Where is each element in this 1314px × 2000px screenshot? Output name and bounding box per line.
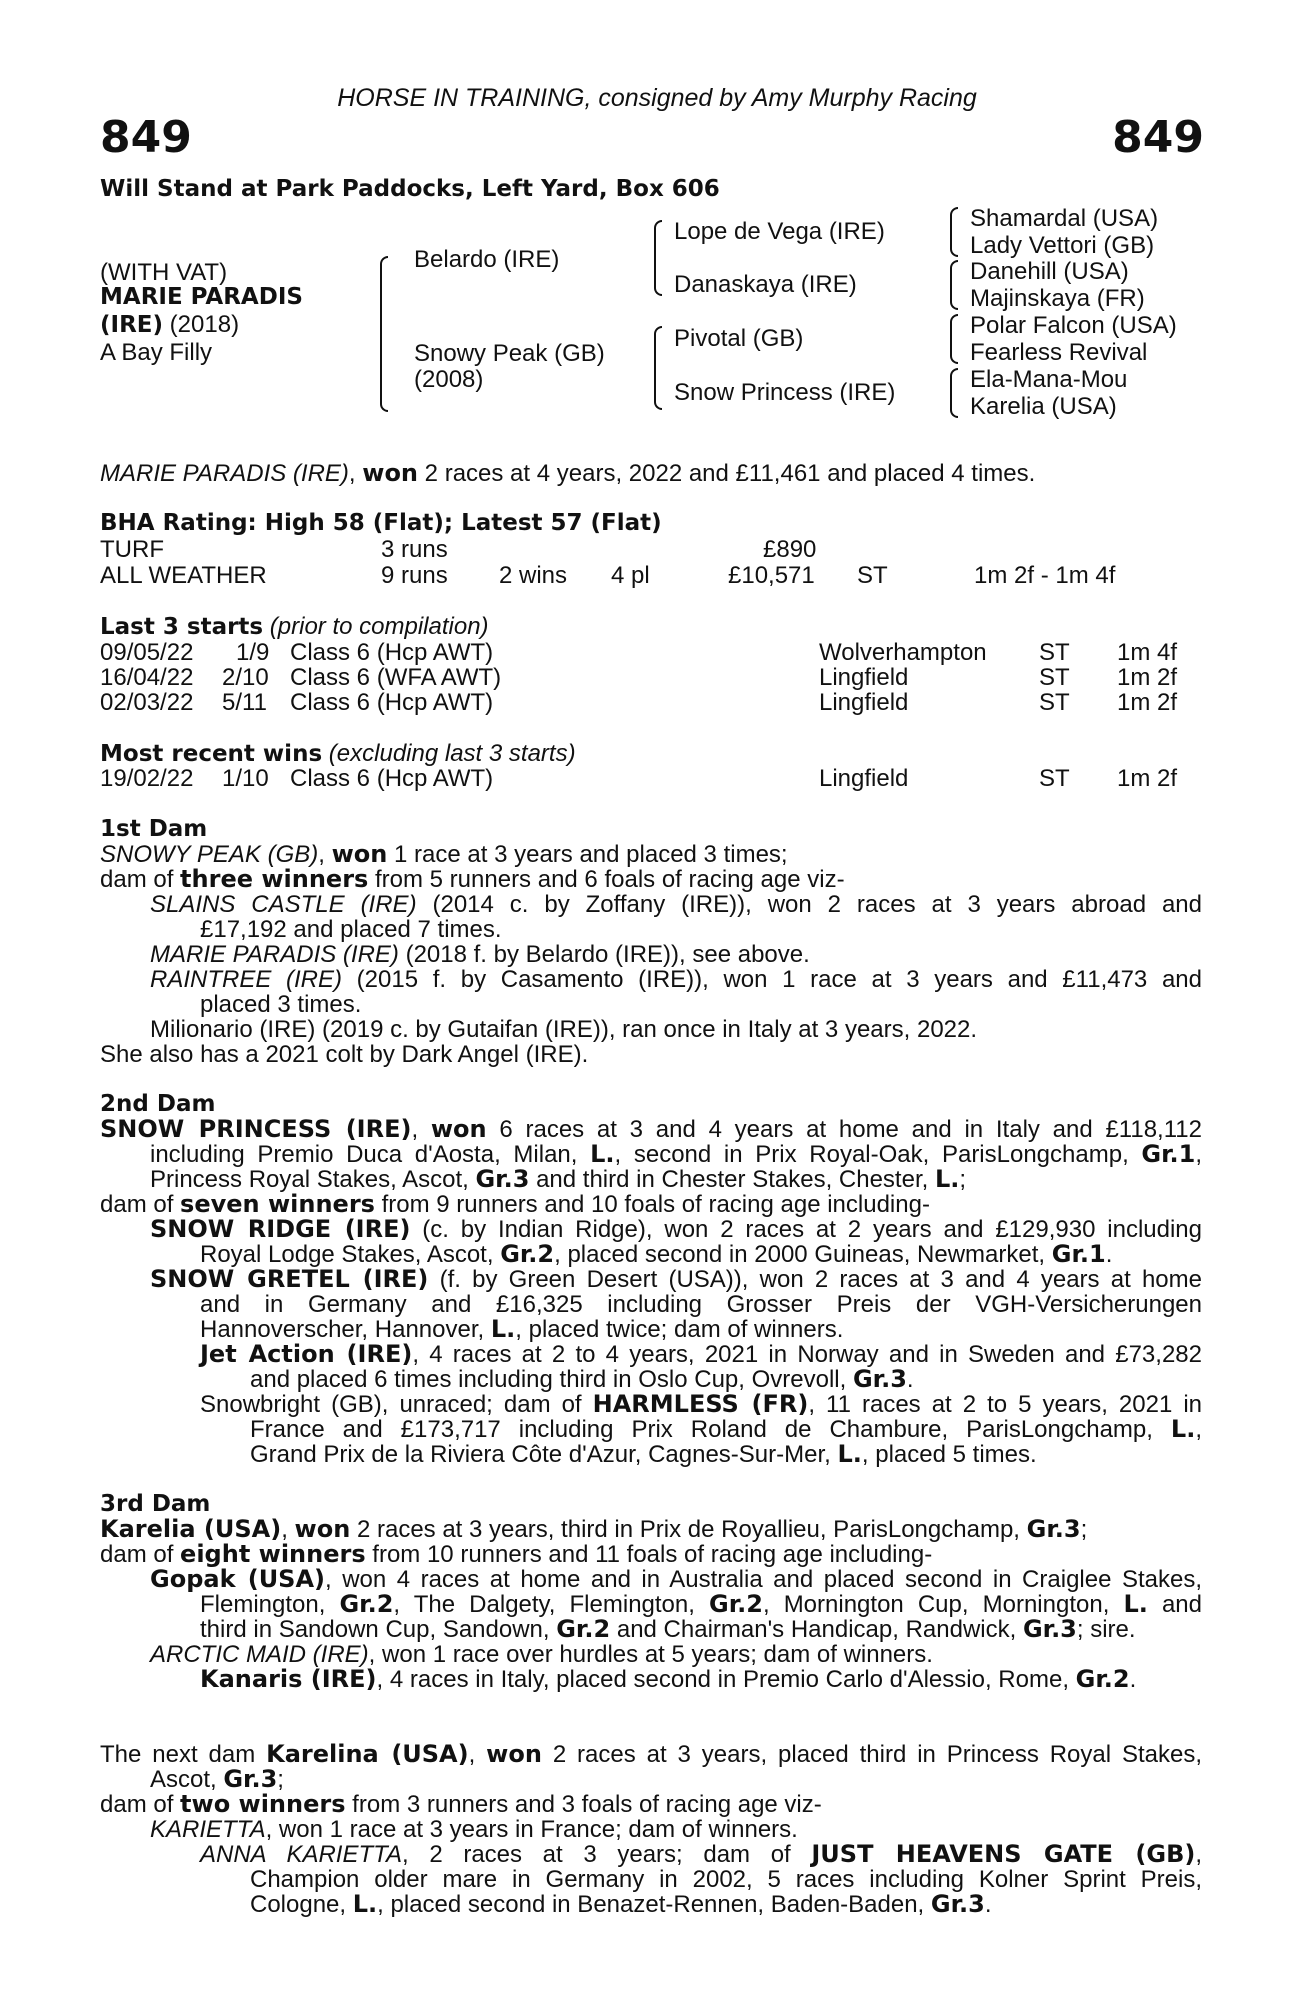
text-fragment: Hannoverscher, Hannover, xyxy=(200,1316,491,1343)
dam2-text: 6 races at 3 and 4 years at home and in Italy and £118,112 xyxy=(486,1116,1202,1143)
g4-ancestor: Karelia (USA) xyxy=(970,393,1117,420)
text-fragment: . xyxy=(1129,1666,1137,1693)
text-fragment: Ascot, xyxy=(150,1766,224,1793)
dam1-line: £17,192 and placed 7 times. xyxy=(200,916,502,943)
dam1-line: Milionario (IRE) (2019 c. by Gutaifan (IRE)), ran once in Italy at 3 years, 2022. xyxy=(150,1016,978,1043)
text-fragment: and Chairman's Handicap, Randwick, xyxy=(610,1616,1023,1643)
g4-ancestor: Danehill (USA) xyxy=(970,258,1129,285)
next-dam-name: Karelina (USA) xyxy=(266,1740,469,1768)
progeny-name: ARCTIC MAID (IRE) xyxy=(150,1641,369,1668)
last3-heading xyxy=(100,614,489,640)
progeny-name: SNOW GRETEL (IRE) xyxy=(150,1265,429,1293)
dam2-line xyxy=(150,1142,1202,1167)
text-fragment: , placed second in Benazet-Rennen, Baden-Baden, xyxy=(377,1891,931,1918)
start-distance: 1m 2f xyxy=(1117,689,1178,716)
text-fragment: HARMLESS (FR) xyxy=(592,1390,809,1418)
text-fragment: , 4 races at 2 to 4 years, 2021 in Norway and in Sweden and £73,282 xyxy=(412,1341,1202,1368)
dam2-line xyxy=(200,1342,1202,1367)
text-fragment: , 11 races at 2 to 5 years, 2021 in xyxy=(808,1391,1202,1418)
text-fragment: L. xyxy=(934,1165,960,1193)
next-dam-line xyxy=(150,1817,798,1842)
text-fragment: , won 1 race over hurdles at 5 years; dam of winners. xyxy=(368,1641,933,1668)
progeny-name: ANNA KARIETTA xyxy=(200,1841,403,1868)
text-fragment: and third in Chester Stakes, Chester, xyxy=(529,1166,935,1193)
text-fragment: , 2 races at 3 years; dam of xyxy=(402,1841,812,1868)
text-fragment: , placed twice; dam of winners. xyxy=(515,1316,844,1343)
recent-note: (excluding last 3 starts) xyxy=(322,740,576,767)
start-race: Class 6 (WFA AWT) xyxy=(290,664,502,691)
bha-rating: BHA Rating: High 58 (Flat); Latest 57 (Flat) xyxy=(100,510,662,536)
page-header-title: HORSE IN TRAINING, consigned by Amy Murphy Racing xyxy=(337,84,977,112)
dam-name: Snowy Peak (GB) xyxy=(414,340,605,367)
text-fragment: , 4 races in Italy, placed second in Premio Carlo d'Alessio, Rome, xyxy=(376,1666,1076,1693)
text-fragment: Gr.3 xyxy=(852,1365,907,1393)
progeny-name: Gopak (USA) xyxy=(150,1565,326,1593)
dam2-line xyxy=(100,1192,930,1217)
lot-number-right: 849 xyxy=(1112,112,1204,163)
start-course: Wolverhampton xyxy=(819,639,987,666)
text-fragment: Gr.3 xyxy=(1026,1515,1081,1543)
text-fragment: Gr.3 xyxy=(930,1890,985,1918)
vat-note: (WITH VAT) xyxy=(100,259,228,286)
dam1-winners: three winners xyxy=(180,865,369,893)
g4-ancestor: Majinskaya (FR) xyxy=(970,285,1145,312)
text-fragment: ; xyxy=(959,1166,967,1193)
win-course: Lingfield xyxy=(819,765,909,792)
text-fragment: ; xyxy=(1080,1516,1088,1543)
g4-ancestor: Polar Falcon (USA) xyxy=(970,312,1177,339)
dam1-line: placed 3 times. xyxy=(200,991,362,1018)
text-fragment: L. xyxy=(1170,1415,1196,1443)
dam2-won: won xyxy=(430,1115,487,1143)
dam1-text: 1 race at 3 years and placed 3 times; xyxy=(387,841,788,868)
pedigree-brace-g4-2 xyxy=(950,260,958,310)
dam2-line xyxy=(250,1417,1202,1442)
text-fragment: Gr.1 xyxy=(1051,1240,1106,1268)
last3-title: Last 3 starts xyxy=(100,614,264,640)
dam2-line xyxy=(250,1442,1037,1467)
text-fragment: third in Sandown Cup, Sandown, xyxy=(200,1616,557,1643)
dam2-line xyxy=(150,1167,966,1192)
rating-money: £890 xyxy=(763,536,817,563)
next-dam-line xyxy=(150,1767,284,1792)
progeny-name: Jet Action (IRE) xyxy=(200,1340,413,1368)
text-fragment: , xyxy=(1195,1141,1203,1168)
dam2-line xyxy=(150,1267,1202,1292)
rating-surface: ALL WEATHER xyxy=(100,562,267,589)
start-distance: 1m 2f xyxy=(1117,664,1178,691)
dam2-line xyxy=(250,1367,914,1392)
text-fragment: , xyxy=(468,1741,487,1768)
horse-suffix: (IRE) xyxy=(100,312,164,338)
dam2-line xyxy=(150,1217,1202,1242)
rating-money: £10,571 xyxy=(728,562,815,589)
text-fragment: , The Dalgety, Flemington, xyxy=(393,1591,709,1618)
text-fragment: , won 1 race at 3 years in France; dam of winners. xyxy=(265,1816,798,1843)
next-dam-line: Champion older mare in Germany in 2002, 5 races including Kolner Sprint Preis, xyxy=(250,1866,1202,1893)
pedigree-brace-sire xyxy=(654,220,662,296)
dam-year: (2008) xyxy=(414,366,484,393)
pedigree-brace-main xyxy=(380,256,388,412)
text-fragment: from 10 runners and 11 foals of racing age including- xyxy=(365,1541,933,1568)
progeny-text: (2018 f. by Belardo (IRE)), see above. xyxy=(398,941,810,968)
text-fragment: The next dam xyxy=(100,1741,267,1768)
g4-ancestor: Fearless Revival xyxy=(970,339,1148,366)
summary-text: 2 races at 4 years, 2022 and £11,461 and placed 4 times. xyxy=(418,460,1036,487)
dam2-line: SNOW PRINCESS (IRE), won 6 races at 3 and 4 years at home and in Italy and £118,112 xyxy=(100,1115,1202,1143)
sire-sire: Lope de Vega (IRE) xyxy=(674,218,885,245)
text-fragment: Princess Royal Stakes, Ascot, xyxy=(150,1166,476,1193)
text-fragment: won xyxy=(294,1515,351,1543)
pedigree-brace-g4-4 xyxy=(950,368,958,418)
text-fragment: Flemington, xyxy=(200,1591,340,1618)
text-fragment: , xyxy=(1195,1416,1202,1443)
g4-ancestor: Lady Vettori (GB) xyxy=(970,232,1155,259)
horse-name: MARIE PARADIS xyxy=(100,284,303,310)
text-fragment: , placed second in 2000 Guineas, Newmarket, xyxy=(554,1241,1052,1268)
text-fragment: including Premio Duca d'Aosta, Milan, xyxy=(150,1141,591,1168)
text-fragment: Snowbright (GB), unraced; dam of xyxy=(200,1391,593,1418)
text-fragment: , second in Prix Royal-Oak, ParisLongchamp, xyxy=(614,1141,1142,1168)
text-fragment: eight winners xyxy=(180,1540,366,1568)
next-dam-line xyxy=(100,1792,822,1817)
text-fragment: from 9 runners and 10 foals of racing age including- xyxy=(374,1191,930,1218)
rating-placed: 4 pl xyxy=(611,562,650,589)
progeny-text: (2014 c. by Zoffany (IRE)), won 2 races at 3 years abroad and xyxy=(416,891,1202,918)
text-fragment: L. xyxy=(490,1315,516,1343)
dam3-line xyxy=(200,1667,1136,1692)
text-fragment: seven winners xyxy=(180,1190,375,1218)
text-fragment: . xyxy=(1105,1241,1113,1268)
start-going: ST xyxy=(1039,664,1070,691)
race-summary: MARIE PARADIS (IRE), won 2 races at 4 years, 2022 and £11,461 and placed 4 times. xyxy=(100,459,1036,487)
sire-dam: Danaskaya (IRE) xyxy=(674,271,857,298)
dam3-line xyxy=(150,1642,933,1667)
start-going: ST xyxy=(1039,689,1070,716)
progeny-name: SLAINS CASTLE (IRE) xyxy=(150,891,417,918)
win-going: ST xyxy=(1039,765,1070,792)
dam3-line xyxy=(100,1542,932,1567)
dam1-line xyxy=(150,892,1202,917)
text-fragment: (c. by Indian Ridge), won 2 races at 2 years and £129,930 including xyxy=(410,1216,1202,1243)
horse-description: A Bay Filly xyxy=(100,339,213,366)
dam3-line xyxy=(200,1592,1202,1617)
text-fragment: , xyxy=(1195,1841,1202,1868)
text-fragment: Gr.3 xyxy=(475,1165,530,1193)
text-fragment: L. xyxy=(352,1890,378,1918)
next-dam-line xyxy=(200,1842,1202,1867)
text-fragment: Gr.2 xyxy=(709,1590,763,1618)
text-fragment: . xyxy=(906,1366,914,1393)
start-going: ST xyxy=(1039,639,1070,666)
text-fragment: Gr.1 xyxy=(1141,1140,1196,1168)
lot-number-left: 849 xyxy=(100,112,192,163)
text-fragment: 2 races at 3 years, placed third in Princess Royal Stakes, xyxy=(541,1741,1202,1768)
text-fragment: two winners xyxy=(180,1790,346,1818)
dam1-text: dam of xyxy=(100,866,181,893)
start-position: 1/9 xyxy=(236,639,270,666)
dam-dam: Snow Princess (IRE) xyxy=(674,379,896,406)
dam1-line: She also has a 2021 colt by Dark Angel (IRE). xyxy=(100,1041,589,1068)
pedigree-brace-g4-3 xyxy=(950,314,958,364)
start-date: 02/03/22 xyxy=(100,689,194,716)
text-fragment: (f. by Green Desert (USA)), won 2 races at 3 and 4 years at home xyxy=(428,1266,1202,1293)
text-fragment: from 3 runners and 3 foals of racing age viz- xyxy=(345,1791,822,1818)
text-fragment: . xyxy=(984,1891,992,1918)
text-fragment: L. xyxy=(837,1440,862,1468)
stand-location: Will Stand at Park Paddocks, Left Yard, Box 606 xyxy=(100,176,720,202)
dam3-heading: 3rd Dam xyxy=(100,1491,211,1517)
text-fragment: , Mornington Cup, Mornington, xyxy=(762,1591,1124,1618)
last3-note: (prior to compilation) xyxy=(263,613,489,640)
text-fragment: and xyxy=(1147,1591,1203,1618)
dam2-line xyxy=(200,1392,1202,1417)
next-dam-line xyxy=(250,1892,992,1917)
horse-name-line2 xyxy=(100,312,239,338)
text-fragment: ; sire. xyxy=(1076,1616,1136,1643)
dam1-heading: 1st Dam xyxy=(100,816,208,842)
dam2-line xyxy=(200,1317,843,1342)
text-fragment: Gr.3 xyxy=(1022,1615,1077,1643)
text-fragment: Grand Prix de la Riviera Côte d'Azur, Cagnes-Sur-Mer, xyxy=(250,1441,838,1468)
text-fragment: and placed 6 times including third in Oslo Cup, Ovrevoll, xyxy=(250,1366,853,1393)
progeny-name: KARIETTA xyxy=(150,1816,266,1843)
dam1-line xyxy=(100,867,845,892)
dam3-name: Karelia (USA) xyxy=(100,1515,282,1543)
horse-year: (2018) xyxy=(163,311,240,338)
text-fragment: Royal Lodge Stakes, Ascot, xyxy=(200,1241,501,1268)
text-fragment: Gr.2 xyxy=(500,1240,555,1268)
progeny-text: (2015 f. by Casamento (IRE)), won 1 race at 3 years and £11,473 and xyxy=(342,966,1202,993)
text-fragment: , placed 5 times. xyxy=(861,1441,1037,1468)
start-race: Class 6 (Hcp AWT) xyxy=(290,639,494,666)
next-dam-line xyxy=(100,1742,1202,1767)
start-course: Lingfield xyxy=(819,664,909,691)
start-race: Class 6 (Hcp AWT) xyxy=(290,689,494,716)
recent-title: Most recent wins xyxy=(100,741,323,767)
progeny-name: Kanaris (IRE) xyxy=(200,1665,377,1693)
text-fragment: L. xyxy=(590,1140,615,1168)
dam1-line xyxy=(150,967,1202,992)
pedigree-brace-dam xyxy=(654,326,662,410)
win-race: Class 6 (Hcp AWT) xyxy=(290,765,494,792)
start-distance: 1m 4f xyxy=(1117,639,1178,666)
rating-surface: TURF xyxy=(100,536,164,563)
dam1-won: won xyxy=(331,840,388,868)
dam1-name: SNOWY PEAK (GB) xyxy=(100,841,319,868)
start-course: Lingfield xyxy=(819,689,909,716)
rating-runs: 9 runs xyxy=(381,562,448,589)
win-position: 1/10 xyxy=(222,765,269,792)
dam-sire: Pivotal (GB) xyxy=(674,325,804,352)
dam1-line xyxy=(150,942,810,967)
rating-runs: 3 runs xyxy=(381,536,448,563)
summary-horse-name: MARIE PARADIS (IRE) xyxy=(100,460,349,487)
sire-name: Belardo (IRE) xyxy=(414,246,560,273)
progeny-name: RAINTREE (IRE) xyxy=(150,966,343,993)
rating-distance: 1m 2f - 1m 4f xyxy=(974,562,1116,589)
text-fragment: won xyxy=(486,1740,542,1768)
summary-won: won xyxy=(362,459,419,487)
text-fragment: 2 races at 3 years, third in Prix de Royallieu, ParisLongchamp, xyxy=(350,1516,1027,1543)
text-fragment: dam of xyxy=(100,1191,181,1218)
progeny-name: JUST HEAVENS GATE (GB) xyxy=(811,1840,1196,1868)
win-date: 19/02/22 xyxy=(100,765,194,792)
dam3-line xyxy=(150,1567,1202,1592)
start-date: 09/05/22 xyxy=(100,639,194,666)
dam2-heading: 2nd Dam xyxy=(100,1091,216,1117)
progeny-name: SNOW RIDGE (IRE) xyxy=(150,1215,411,1243)
rating-wins: 2 wins xyxy=(499,562,568,589)
dam1-text: from 5 runners and 6 foals of racing age viz- xyxy=(368,866,845,893)
g4-ancestor: Shamardal (USA) xyxy=(970,205,1159,232)
dam2-name: SNOW PRINCESS (IRE) xyxy=(100,1115,412,1143)
text-fragment: Gr.2 xyxy=(556,1615,611,1643)
dam2-line: and in Germany and £16,325 including Grosser Preis der VGH-Versicherungen xyxy=(200,1291,1202,1318)
start-date: 16/04/22 xyxy=(100,664,194,691)
start-position: 5/11 xyxy=(222,689,267,716)
text-fragment: L. xyxy=(1123,1590,1148,1618)
dam3-line xyxy=(200,1617,1136,1642)
text-fragment: Gr.3 xyxy=(223,1765,278,1793)
dam2-line xyxy=(200,1242,1112,1267)
dam3-line: Karelia (USA), won 2 races at 3 years, third in Prix de Royallieu, ParisLongchamp, Gr.3; xyxy=(100,1515,1088,1543)
g4-ancestor: Ela-Mana-Mou xyxy=(970,366,1128,393)
text-fragment: Cologne, xyxy=(250,1891,353,1918)
dam1-line: SNOWY PEAK (GB), won 1 race at 3 years and placed 3 times; xyxy=(100,840,788,868)
start-position: 2/10 xyxy=(222,664,269,691)
text-fragment: dam of xyxy=(100,1791,181,1818)
rating-going: ST xyxy=(857,562,888,589)
pedigree-brace-g4-1 xyxy=(950,207,958,257)
text-fragment: ; xyxy=(277,1766,284,1793)
text-fragment: Gr.2 xyxy=(339,1590,394,1618)
text-fragment: Gr.2 xyxy=(1075,1665,1130,1693)
win-distance: 1m 2f xyxy=(1117,765,1178,792)
text-fragment: France and £173,717 including Prix Roland de Chambure, ParisLongchamp, xyxy=(250,1416,1171,1443)
progeny-name: MARIE PARADIS (IRE) xyxy=(150,941,399,968)
recent-wins-heading xyxy=(100,741,576,767)
text-fragment: , won 4 races at home and in Australia and placed second in Craiglee Stakes, xyxy=(325,1566,1202,1593)
text-fragment: dam of xyxy=(100,1541,181,1568)
